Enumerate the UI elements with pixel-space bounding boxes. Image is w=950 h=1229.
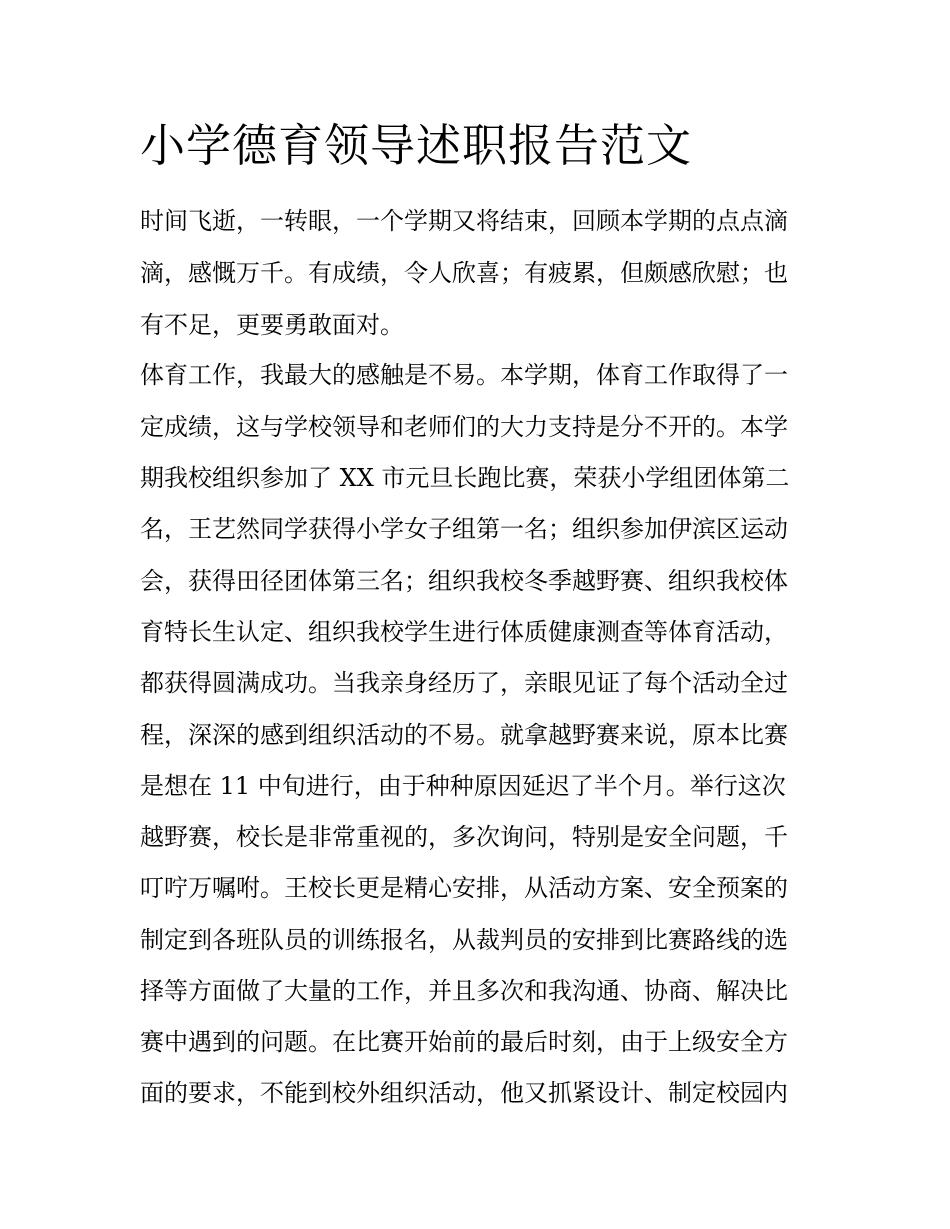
body-line: 赛中遇到的问题。在比赛开始前的最后时刻，由于上级安全方: [140, 1028, 788, 1056]
body-line: 择等方面做了大量的工作，并且多次和我沟通、协商、解决比: [140, 977, 788, 1005]
body-line: 期我校组织参加了 XX 市元旦长跑比赛，荣获小学组团体第二: [140, 464, 790, 492]
body-line: 育特长生认定、组织我校学生进行体质健康测查等体育活动，: [140, 618, 788, 646]
body-line: 有不足，更要勇敢面对。: [140, 311, 404, 339]
body-line: 体育工作，我最大的感触是不易。本学期，体育工作取得了一: [140, 361, 788, 389]
document-title: 小学德育领导述职报告范文: [140, 119, 693, 172]
body-line: 会，获得田径团体第三名；组织我校冬季越野赛、组织我校体: [140, 567, 788, 595]
body-line: 制定到各班队员的训练报名，从裁判员的安排到比赛路线的选: [140, 926, 788, 954]
body-line: 滴，感慨万千。有成绩，令人欣喜；有疲累，但颇感欣慰；也: [140, 259, 788, 287]
body-line: 面的要求，不能到校外组织活动，他又抓紧设计、制定校园内: [140, 1079, 788, 1107]
body-line: 都获得圆满成功。当我亲身经历了，亲眼见证了每个活动全过: [140, 669, 788, 697]
body-line: 定成绩，这与学校领导和老师们的大力支持是分不开的。本学: [140, 413, 788, 441]
body-line: 是想在 11 中旬进行，由于种种原因延迟了半个月。举行这次: [140, 772, 786, 800]
body-line: 叮咛万嘱咐。王校长更是精心安排，从活动方案、安全预案的: [140, 874, 788, 902]
body-line: 名，王艺然同学获得小学女子组第一名；组织参加伊滨区运动: [140, 515, 788, 543]
body-line: 越野赛，校长是非常重视的，多次询问，特别是安全问题，千: [140, 823, 788, 851]
body-line: 程，深深的感到组织活动的不易。就拿越野赛来说，原本比赛: [140, 721, 788, 749]
body-line: 时间飞逝，一转眼，一个学期又将结束，回顾本学期的点点滴: [140, 207, 788, 235]
